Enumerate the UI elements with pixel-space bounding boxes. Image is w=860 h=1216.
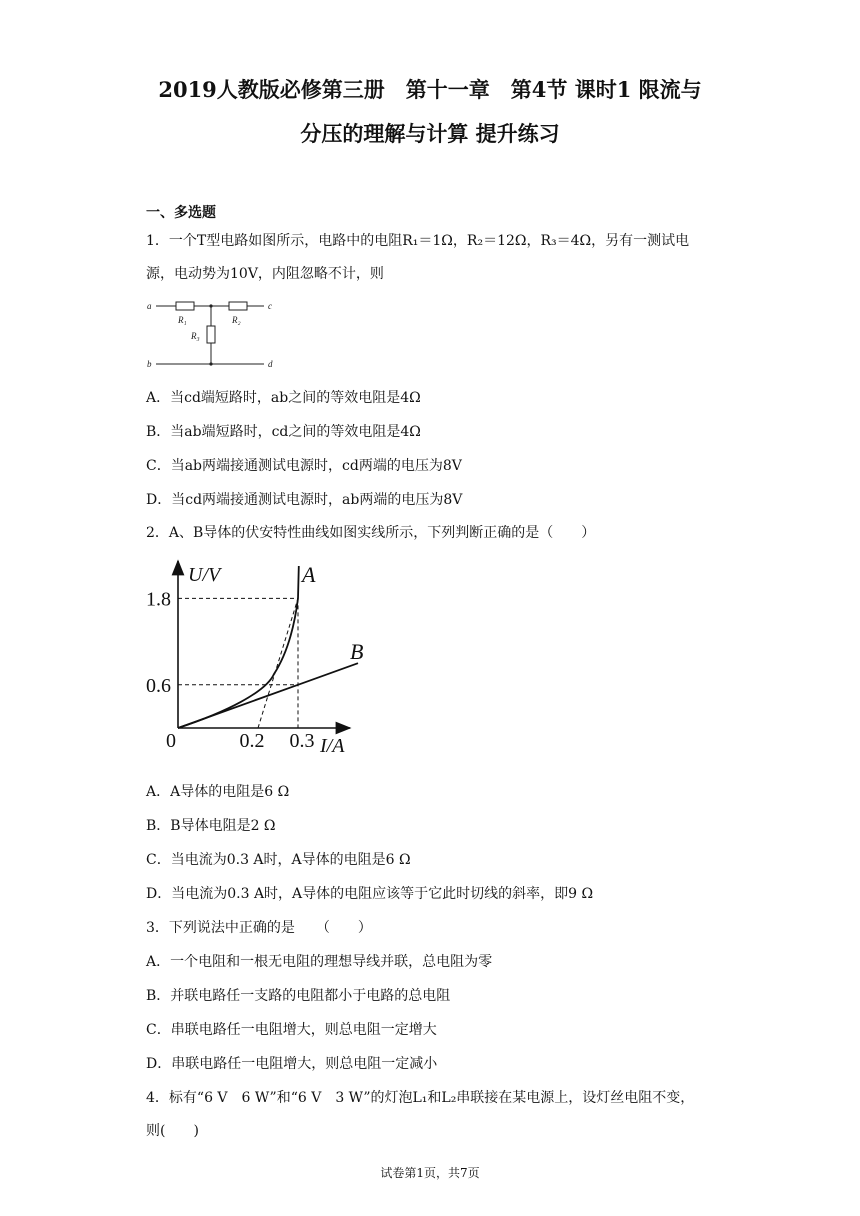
q2-iv-chart — [140, 555, 370, 765]
x-tick-label-0.3: 0.3 — [289, 730, 315, 752]
section-heading: 一、多选题 — [146, 205, 216, 221]
x-axis-label: I/A — [320, 735, 345, 757]
y-tick-label-0.6: 0.6 — [146, 674, 171, 697]
r3-resistor — [207, 326, 215, 343]
q1-option-d: D．当cd两端接通测试电源时，ab两端的电压为8V — [146, 492, 463, 508]
r3-label: R₃ — [191, 331, 200, 341]
q2-option-d: D．当电流为0.3 A时，A导体的电阻应该等于它此时切线的斜率，即9 Ω — [146, 886, 594, 902]
q1-option-c: C．当ab两端接通测试电源时，cd两端的电压为8V — [146, 458, 462, 474]
series-b-label: B — [350, 639, 364, 665]
series-a-curve — [178, 566, 299, 728]
q3-option-b: B．并联电路任一支路的电阻都小于电路的总电阻 — [146, 988, 451, 1004]
page-title-line-1: 2019人教版必修第三册 第十一章 第4节 课时1 限流与 — [158, 77, 702, 102]
page-footer: 试卷第1页，共7页 — [380, 1166, 480, 1180]
r1-resistor — [176, 302, 194, 310]
origin-label: 0 — [166, 730, 176, 752]
q1-stem-line-1: 1．一个T型电路如图所示，电路中的电阻R₁＝1Ω，R₂＝12Ω，R₃＝4Ω，另有一测试电 — [146, 233, 690, 249]
series-a-label: A — [302, 562, 316, 587]
tangent-line — [258, 598, 298, 728]
q1-option-b: B．当ab端短路时，cd之间的等效电阻是4Ω — [146, 424, 421, 440]
q2-option-c: C．当电流为0.3 A时，A导体的电阻是6 Ω — [146, 852, 411, 868]
series-b-line — [178, 663, 358, 728]
r1-label: R₁ — [178, 315, 187, 325]
x-tick-label-0.2: 0.2 — [239, 730, 265, 752]
terminal-d-label: d — [268, 359, 273, 369]
q1-option-a: A．当cd端短路时，ab之间的等效电阻是4Ω — [146, 390, 421, 406]
q4-stem-line-2: 则( ) — [146, 1123, 199, 1139]
page-title-line-2: 分压的理解与计算 提升练习 — [300, 121, 560, 146]
y-tick-label-1.8: 1.8 — [146, 588, 171, 611]
q3-option-a: A．一个电阻和一根无电阻的理想导线并联，总电阻为零 — [146, 954, 493, 970]
y-axis-label: U/V — [188, 564, 221, 586]
terminal-a-label: a — [147, 301, 152, 311]
terminal-b-label: b — [147, 359, 152, 369]
r2-resistor — [229, 302, 247, 310]
r2-label: R₂ — [232, 315, 241, 325]
q3-option-d: D．串联电路任一电阻增大，则总电阻一定减小 — [146, 1056, 438, 1072]
q1-circuit-diagram — [144, 296, 284, 376]
q2-option-b: B．B导体电阻是2 Ω — [146, 818, 276, 834]
q2-stem: 2．A、B导体的伏安特性曲线如图实线所示，下列判断正确的是（ ） — [146, 525, 596, 541]
q3-stem: 3．下列说法中正确的是 （ ） — [146, 920, 372, 936]
q2-option-a: A．A导体的电阻是6 Ω — [146, 784, 290, 800]
terminal-c-label: c — [268, 301, 272, 311]
q4-stem-line-1: 4．标有“6 V 6 W”和“6 V 3 W”的灯泡L₁和L₂串联接在某电源上，设灯丝电阻不变， — [146, 1090, 695, 1106]
q3-option-c: C．串联电路任一电阻增大，则总电阻一定增大 — [146, 1022, 437, 1038]
q1-stem-line-2: 源，电动势为10V，内阻忽略不计，则 — [146, 266, 384, 282]
